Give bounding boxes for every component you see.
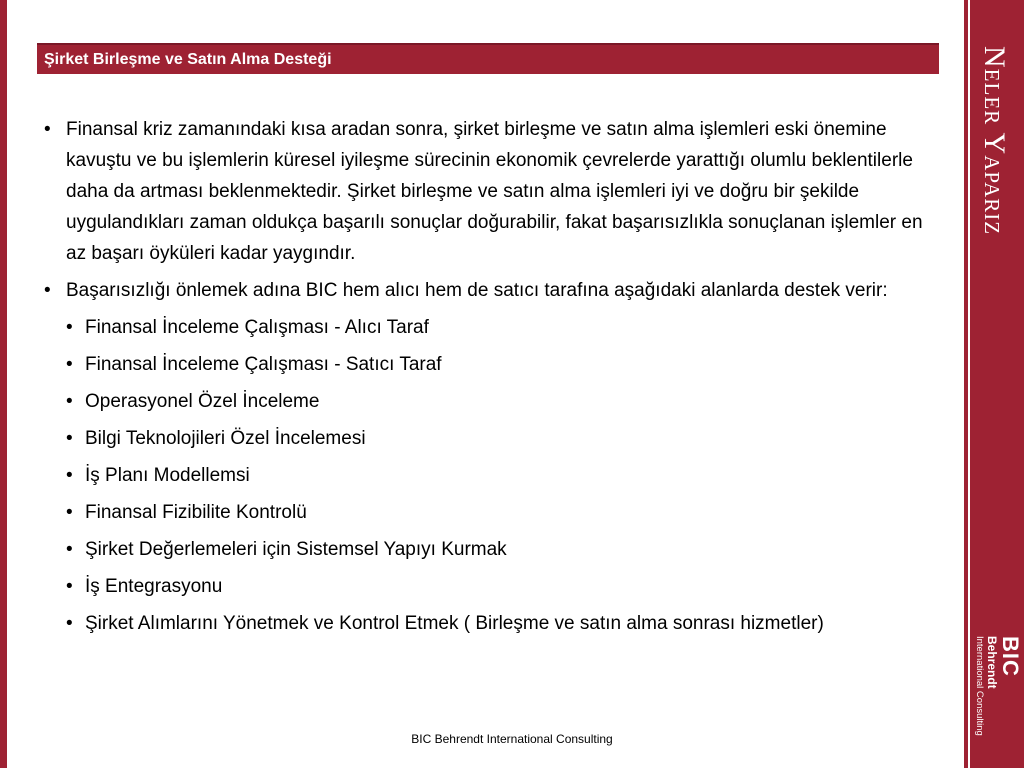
service-item: • Bilgi Teknolojileri Özel İncelemesi [44,423,944,454]
service-item: • Finansal İnceleme Çalışması - Alıcı Taraf [44,312,944,343]
footer-text: BIC Behrendt International Consulting [411,732,613,746]
logo-bic-text: BIC [998,636,1023,677]
service-item: • İş Planı Modellemsi [44,460,944,491]
slide-title-bar [37,43,939,74]
slide-content [44,114,944,645]
logo-international-text: International Consulting [974,636,985,736]
support-paragraph: • Başarısızlığı önlemek adına BIC hem alıcı hem de satıcı tarafına aşağıdaki alanlarda destek verir: [44,275,944,306]
service-item: • Operasyonel Özel İnceleme [44,386,944,417]
bullet-list [44,114,944,639]
slide-title: Şirket Birleşme ve Satın Alma Desteği [44,51,332,68]
service-item: • İş Entegrasyonu [44,571,944,602]
service-item: • Şirket Değerlemeleri için Sistemsel Yapıyı Kurmak [44,534,944,565]
left-accent-stripe [0,0,7,768]
intro-paragraph: • Finansal kriz zamanındaki kısa aradan sonra, şirket birleşme ve satın alma işlemleri eski önemine kavuştu ve bu işlemlerin küresel iyileşme sürecinin ekonomik çevrelerde yarattığı olumlu beklentilerle daha da artması beklenmektedir. Şirket birleşme ve satın alma işlemleri iyi ve doğru bir şekilde uygulandıkları zaman oldukça başarılı sonuçlar doğurabilir, fakat başarısızlıkla sonuçlanan işlemler en az başarı öyküleri kadar yaygındır. [44,114,944,269]
service-item: • Şirket Alımlarını Yönetmek ve Kontrol Etmek ( Birleşme ve satın alma sonrası hizmetler) [44,608,944,639]
logo-behrendt-text: Behrendt [985,636,999,689]
service-item: • Finansal İnceleme Çalışması - Satıcı Taraf [44,349,944,380]
service-item: • Finansal Fizibilite Kontrolü [44,497,944,528]
section-vertical-title: Neler Yaparız [978,46,1011,236]
